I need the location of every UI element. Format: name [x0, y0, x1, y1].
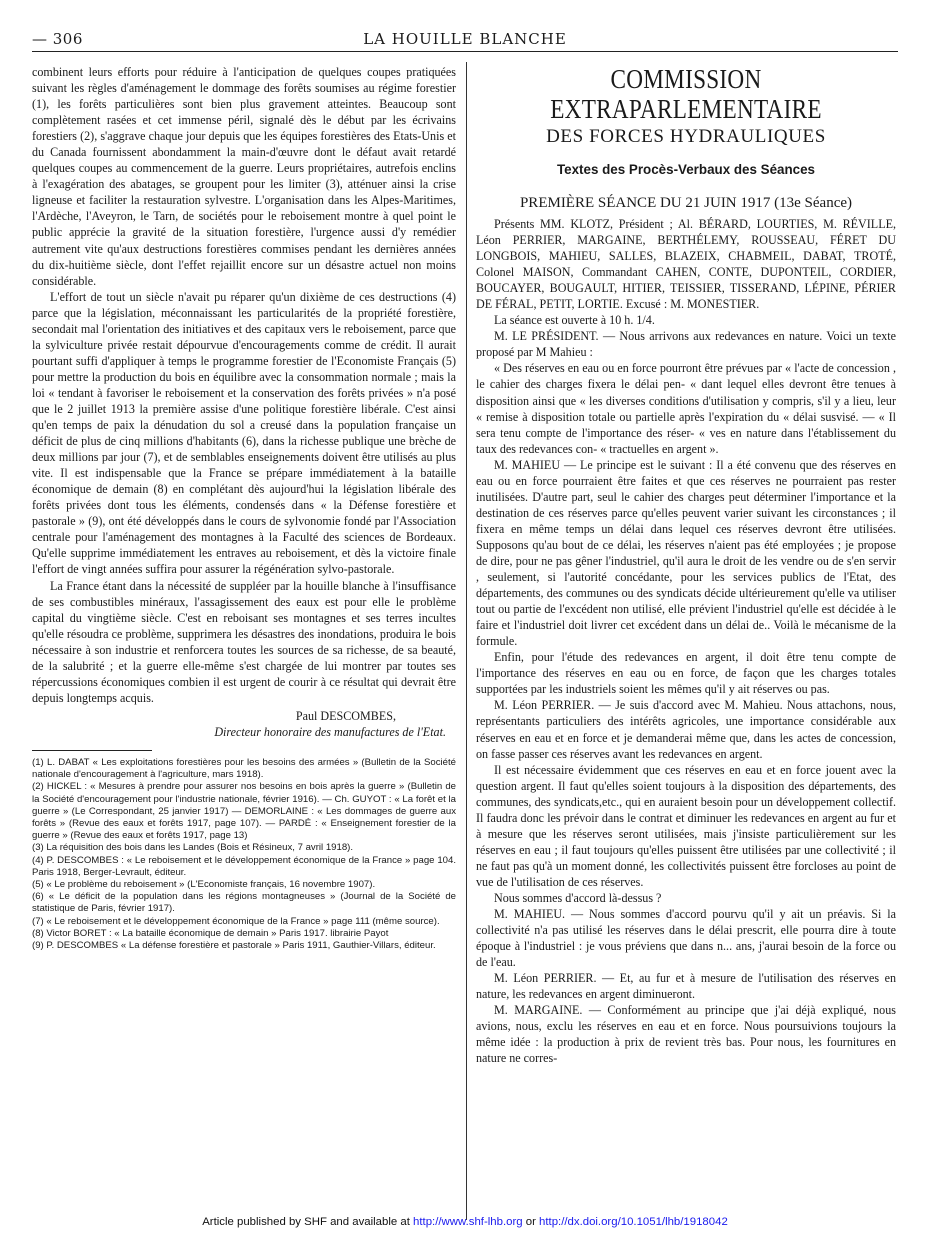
commission-subtitle: DES FORCES HYDRAULIQUES — [546, 126, 826, 147]
perrier-question: Nous sommes d'accord là-dessus ? — [494, 890, 662, 905]
footnote-5: (5) « Le problème du reboisement » (L'Economiste français, 16 novembre 1907). — [32, 879, 376, 890]
proposed-text: « Des réserves en eau ou en force pourront être prévues par « l'acte de concession , le cahier des charges fixera le délai pen- « dant lequel elles devront être tenues à disposition ainsi que « les diverses conditions d'utilisation y compris, s'il y a lieu, leur « remise à disposition totale ou partielle après l'expiration du « délai susvisé. — « Il sera tenu compte de l'importance des réser- « ves en nature dans l'établissement du taux des redevances con- « tractuelles en argent ». — [476, 361, 896, 456]
signature-title: Directeur honoraire des manufactures de l'Etat. — [214, 724, 446, 739]
session-heading: PREMIÈRE SÉANCE DU 21 JUIN 1917 (13e Séance) — [519, 195, 853, 211]
page-footer — [0, 1216, 930, 1228]
footnote-3: (3) La réquisition des bois dans les Landes (Bois et Résineux, 7 avril 1918). — [32, 842, 354, 854]
footnote-4: (4) P. DESCOMBES : « Le reboisement et le développement économique de la France » page 104. Paris 1918, Berger-Levrault, éditeur. — [32, 854, 456, 878]
column-divider — [466, 62, 467, 1220]
footer-link-doi[interactable]: http://dx.doi.org/10.1051/lhb/1918042 — [539, 1216, 728, 1228]
footnote-1: (1) L. DABAT « Les exploitations forestières pour les besoins des armées » (Bulletin de la Société nationale d'encouragement à l'agriculture, mars 1918). — [32, 756, 456, 781]
perrier-remark-3: M. Léon PERRIER. — Et, au fur et à mesure de l'utilisation des réserves en nature, les redevances en argent diminueront. — [476, 971, 896, 1002]
margaine-remark: M. MARGAINE. — Conformément au principe que j'ai déjà expliqué, nous avions, nous, exclu les réserves en eau et en force. Nous poursuivions toujours la même idée : la production à prix de revient très bas. Pour nous, les fournitures en nature ne corres- — [476, 1003, 896, 1066]
mahieu-remark-2: Enfin, pour l'étude des redevances en argent, il doit être tenu compte de l'importance des réserves en eau ou en force, de façon que les charges totales supportées par les industriels soient les mêmes qu'il y ait réserves ou pas. — [476, 650, 896, 697]
left-paragraph-3: La France étant dans la nécessité de suppléer par la houille blanche à l'insuffisance de ses combustibles minéraux, l'assagissement des eaux est pour elle le problème capital du vingtième siècle. C'est en reboisant ses montagnes et ses terres incultes qu'elle résoudra ce problème, supprimera les désastres des inondations, produira le bois nécessaire à son industrie et renforcera toutes les sources de sa richesse, de sa beauté, de la salubrité ; et la guerre elle-même s'est chargée de lui montrer par toutes ses répercussions économiques combien il est urgent de courir à ce résultat qui devrait être depuis longtemps acquis. — [32, 578, 456, 705]
left-paragraph-2: L'effort de tout un siècle n'avait pu réparer qu'un dixième de ces destructions (4) parce que la législation, méconnaissant les particularités de la propriété forestière, secondait mal l'orientation des initiatives et des capitaux vers le reboisement, parce que la sylviculture privée restait dépourvue d'encouragements comme de crédit. Il aurait pourtant suffi d'appliquer à temps le programme forestier de l'Economiste Français (5) pour mettre la production du bois en équilibre avec la consommation normale ; mais la loi « tendant à favoriser le reboisement et la conservation des forêts privées » n'a posé que le 2 juillet 1913 la première assise d'une politique forestière libérale. C'est ainsi qu'en temps de paix la dénudation du sol a creusé dans la population française un déficit de plus de cinq millions d'habitants (6), dans la richesse publique une brèche de deux millions par jour (7), et de semblables enseignements doivent être utilisés au plus vite. Il est indispensable que la France se prépare immédiatement à la bataille économique de demain (8) en complétant dès aujourd'hui la législation libérale des forêts privées dont tous les éléments, condensés dans « la Défense forestière et pastorale » (9), ont été développés dans le cours de sylvonomie fondé par l'Association centrale pour l'aménagement des montagnes à la Faculté des sciences de Bordeaux. Qu'elle supprime immédiatement les entraves au reboisement, et dès la victoire finale l'effort de vingt années suffira pour assurer la régénération sylvo-pastorale. — [32, 289, 456, 577]
mahieu-remark-3: M. MAHIEU. — Nous sommes d'accord pourvu qu'il y ait un préavis. Si la collectivité n'a pas utilisé les réserves dans le délai prescrit, elle pourra dire à toute époque à l'industriel : je vous préviens que dans n... ans, j'aurai besoin de la force ou de l'eau. — [476, 907, 896, 970]
footnote-7: (7) « Le reboisement et le développement économique de la France » page 111 (même source). — [32, 915, 440, 927]
footnote-9: (9) P. DESCOMBES « La défense forestière et pastorale » Paris 1911, Gauthier-Villars, éditeur. — [32, 940, 436, 952]
footnote-2: (2) HICKEL : « Mesures à prendre pour assurer nos besoins en bois après la guerre » (Bulletin de la Société d'encouragement pour l'industrie nationale, février 1916). — Ch. GUYOT : « La forêt et la guerre » (Le Correspondant, 25 janvier 1917) — DEMORLAINE : « Les dommages de guerre aux forêts » (Revue des eaux et forêts 1917, page 107). — PARDÉ : « Enseignement forestier de la guerre » (Revue des eaux et forêts 1917, page 13) — [32, 781, 456, 842]
footnote-6: (6) « Le déficit de la population dans les régions montagneuses » (Journal de la Société de statistique de Paris, février 1917). — [32, 891, 456, 915]
signature-name: Paul DESCOMBES, — [295, 708, 396, 723]
footer-middle: or — [522, 1216, 540, 1228]
header-rule — [32, 51, 898, 52]
perrier-remark-1: M. Léon PERRIER. — Je suis d'accord avec M. Mahieu. Nous attachons, nous, représentants particuliers des intérêts agricoles, une importance considérable aux réserves en eau et en force et je demanderai même que, dans les actes de concession, on fasse passer ces réserves avant les redevances en argent. — [476, 698, 896, 761]
footer-prefix: Article published by SHF and available at — [202, 1216, 414, 1228]
commission-title: COMMISSION EXTRAPARLEMENTAIRE — [550, 64, 822, 124]
journal-title: LA HOUILLE BLANCHE — [363, 30, 567, 48]
footer-link-shf[interactable]: http://www.shf-lhb.org — [413, 1216, 523, 1228]
session-opening: La séance est ouverte à 10 h. 1/4. — [494, 313, 655, 328]
president-remark: M. LE PRÉSIDENT. — Nous arrivons aux redevances en nature. Voici un texte proposé par M Mahieu : — [476, 329, 896, 360]
left-paragraph-1: combinent leurs efforts pour réduire à l'anticipation de quelques coupes pratiquées suivant les règles d'aménagement le dommage des forêts soumises au régime forestier (1), les forêts particulières sont bien plus gravement atteintes. Beaucoup sont complètement rasées et cet immense péril, signalé dès le début par les écrivains forestiers (2), s'aggrave chaque jour depuis que les équipes forestières des Etats-Unis et du Canada fournissent abondamment la main-d'œuvre dont le défaut avait retardé quelques coupes au commencement de la guerre. Leurs propriétaires, autrefois enclins à l'exagération des abatages, se groupent pour les limiter (3), atténuer ainsi la crise ligneuse et faciliter la restauration sylvestre. L'organisation dans les Alpes-Maritimes, l'Ardèche, l'Aveyron, le Tarn, de sociétés pour le reboisement montre à quel point le public apprécie la gravité de la situation forestière, l'urgence aussi d'y remédier autrement vite qu'aux destructions forestières commises pendant les dernières années du dix-huitième siècle, dont l'effet rejaillit encore sur un désastre actuel non moins considérable. — [32, 65, 456, 288]
page-header — [32, 30, 898, 50]
perrier-remark-2: Il est nécessaire évidemment que ces réserves en eau et en force jouent avec la question argent. Il faut qu'elles soient toujours à la disposition des départements, des communes, des syndicats,etc., qui en auraient besoin pour un développement collectif. Il faudra donc les prévoir dans le contrat et diminuer les redevances en argent au fur et à mesure que les réserves seront utilisées, mais j'insiste particulièrement sur les réserves en eau ; il faut toujours qu'elles puissent être utilisées par une collectivité ; il ne faut pas qu'à un moment donné, les collectivités puissent être forcloses au point de vue de l'utilisation de ces réserves. — [476, 762, 896, 889]
footnote-8: (8) Victor BORET : « La bataille économique de demain » Paris 1917. librairie Payot — [32, 927, 389, 939]
right-column — [476, 64, 896, 1066]
attendees-paragraph: Présents MM. KLOTZ, Président ; Al. BÉRARD, LOURTIES, M. RÉVILLE, Léon PERRIER, MARGAINE, BERTHÉLEMY, ROUSSEAU, FÉRET DU LONGBOIS, MAHIEU, SALLES, BLAZEIX, CHABMEIL, DABAT, TROTÉ, Colonel MAISON, Commandant CAHEN, CONTE, DUPONTEIL, CORDIER, BOUCAYER, BOUGAULT, HITIER, TEISSIER, TISSERAND, LÉPINE, PÉRIER DE FÉRAL, PETIT, LORTIE. Excusé : M. MONESTIER. — [476, 217, 896, 312]
page-number: — 306 — [32, 30, 83, 48]
left-column — [32, 64, 456, 952]
mahieu-remark-1: M. MAHIEU — Le principe est le suivant : Il a été convenu que des réserves en eau ou en force pourraient être faites et que ces réserves ne pourraient pas rester inutilisées. D'autre part, seul le cahier des charges peut déterminer l'importance et la destination de ces réserves parce qu'elles peuvent varier suivant les circonstances ; il fixera en même temps un délai dans lequel ces réserves devront être utilisées. Supposons qu'au bout de ce délai, les réserves n'aient pas été employées ; je propose de dire, pour ne pas gêner l'industriel, qu'il aura le droit de les vendre ou de s'en servir , seulement, si l'autorité concédante, pour les services publics de l'Etat, des départements, des communes ou des syndicats décide ultérieurement qu'elle va utiliser tout ou partie de l'excédent non utilisé, elle prévient l'industriel qu'elle est décidée à le faire et l'industriel doit livrer cet excédent dans un délai de.. Voilà le mécanisme de la formule. — [476, 457, 896, 649]
proceedings-title: Textes des Procès-Verbaux des Séances — [556, 162, 816, 177]
footnote-rule — [32, 750, 152, 751]
